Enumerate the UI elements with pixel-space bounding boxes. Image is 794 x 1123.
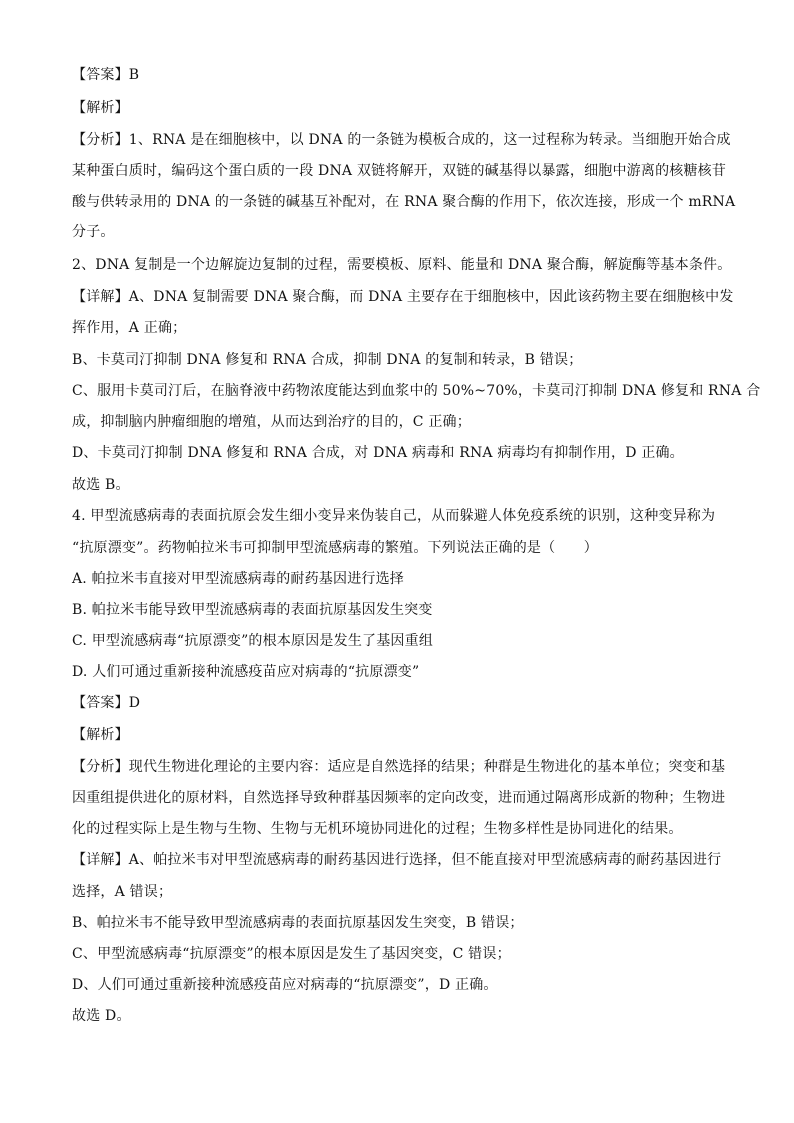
- detail-text-line: D、卡莫司汀抑制 DNA 修复和 RNA 合成，对 DNA 病毒和 RNA 病毒均有抑制作用，D 正确。: [72, 445, 684, 461]
- detail-text-line: C、服用卡莫司汀后，在脑脊液中药物浓度能达到血浆中的 50%~70%，卡莫司汀抑制 DNA 修复和 RNA 合: [72, 383, 761, 399]
- option-a: A. 帕拉米韦直接对甲型流感病毒的耐药基因进行选择: [72, 571, 405, 587]
- detail-text-line: B、卡莫司汀抑制 DNA 修复和 RNA 合成，抑制 DNA 的复制和转录，B 错误；: [72, 352, 583, 368]
- option-c: C. 甲型流感病毒“抗原漂变”的根本原因是发生了基因重组: [72, 633, 434, 649]
- detail-text-line: 挥作用，A 正确；: [72, 320, 187, 336]
- analysis-text-line: 某种蛋白质时，编码这个蛋白质的一段 DNA 双链将解开，双链的碱基得以暴露，细胞中游离的核糖核苷: [72, 163, 727, 179]
- conclusion-line: 故选 B。: [72, 477, 130, 493]
- detail-text-line: 【详解】A、DNA 复制需要 DNA 聚合酶，而 DNA 主要存在于细胞核中，因此该药物主要在细胞核中发: [72, 289, 734, 305]
- analysis-text-line: 【分析】现代生物进化理论的主要内容：适应是自然选择的结果；种群是生物进化的基本单位；突变和基: [72, 759, 726, 775]
- analysis-text-line: 酸与供转录用的 DNA 的一条链的碱基互补配对，在 RNA 聚合酶的作用下，依次连接，形成一个 mRNA: [72, 194, 736, 210]
- detail-text-line: D、人们可通过重新接种流感疫苗应对病毒的“抗原漂变”，D 正确。: [72, 977, 498, 993]
- analysis-heading-1: 【解析】: [72, 100, 129, 116]
- analysis-text-line: 分子。: [72, 224, 115, 240]
- analysis-text-line: 化的过程实际上是生物与生物、生物与无机环境协同进化的过程；生物多样性是协同进化的结果。: [72, 821, 683, 837]
- detail-text-line: 成，抑制脑内肿瘤细胞的增殖，从而达到治疗的目的，C 正确；: [72, 414, 471, 430]
- question-stem-line: “抗原漂变”。药物帕拉米韦可抑制甲型流感病毒的繁殖。下列说法正确的是（ ）: [72, 540, 598, 556]
- option-b: B. 帕拉米韦能导致甲型流感病毒的表面抗原基因发生突变: [72, 602, 433, 618]
- option-d: D. 人们可通过重新接种流感疫苗应对病毒的“抗原漂变”: [72, 664, 420, 680]
- detail-text-line: 选择，A 错误；: [72, 884, 173, 900]
- detail-text-line: B、帕拉米韦不能导致甲型流感病毒的表面抗原基因发生突变，B 错误；: [72, 915, 524, 931]
- answer-label-1: 【答案】B: [72, 67, 140, 83]
- answer-label-2: 【答案】D: [72, 695, 141, 711]
- analysis-text-line: 2、DNA 复制是一个边解旋边复制的过程，需要模板、原料、能量和 DNA 聚合酶，解旋酶等基本条件。: [72, 257, 732, 273]
- detail-text-line: 【详解】A、帕拉米韦对甲型流感病毒的耐药基因进行选择，但不能直接对甲型流感病毒的耐药基因进行: [72, 852, 722, 868]
- detail-text-line: C、甲型流感病毒“抗原漂变”的根本原因是发生了基因突变，C 错误；: [72, 946, 511, 962]
- analysis-heading-2: 【解析】: [72, 727, 129, 743]
- conclusion-line: 故选 D。: [72, 1008, 131, 1024]
- analysis-text-line: 【分析】1、RNA 是在细胞核中，以 DNA 的一条链为模板合成的，这一过程称为转录。当细胞开始合成: [72, 132, 731, 148]
- question-stem-line: 4. 甲型流感病毒的表面抗原会发生细小变异来伪装自己，从而躲避人体免疫系统的识别，这种变异称为: [72, 508, 716, 524]
- analysis-text-line: 因重组提供进化的原材料，自然选择导致种群基因频率的定向改变，进而通过隔离形成新的物种；生物进: [72, 790, 726, 806]
